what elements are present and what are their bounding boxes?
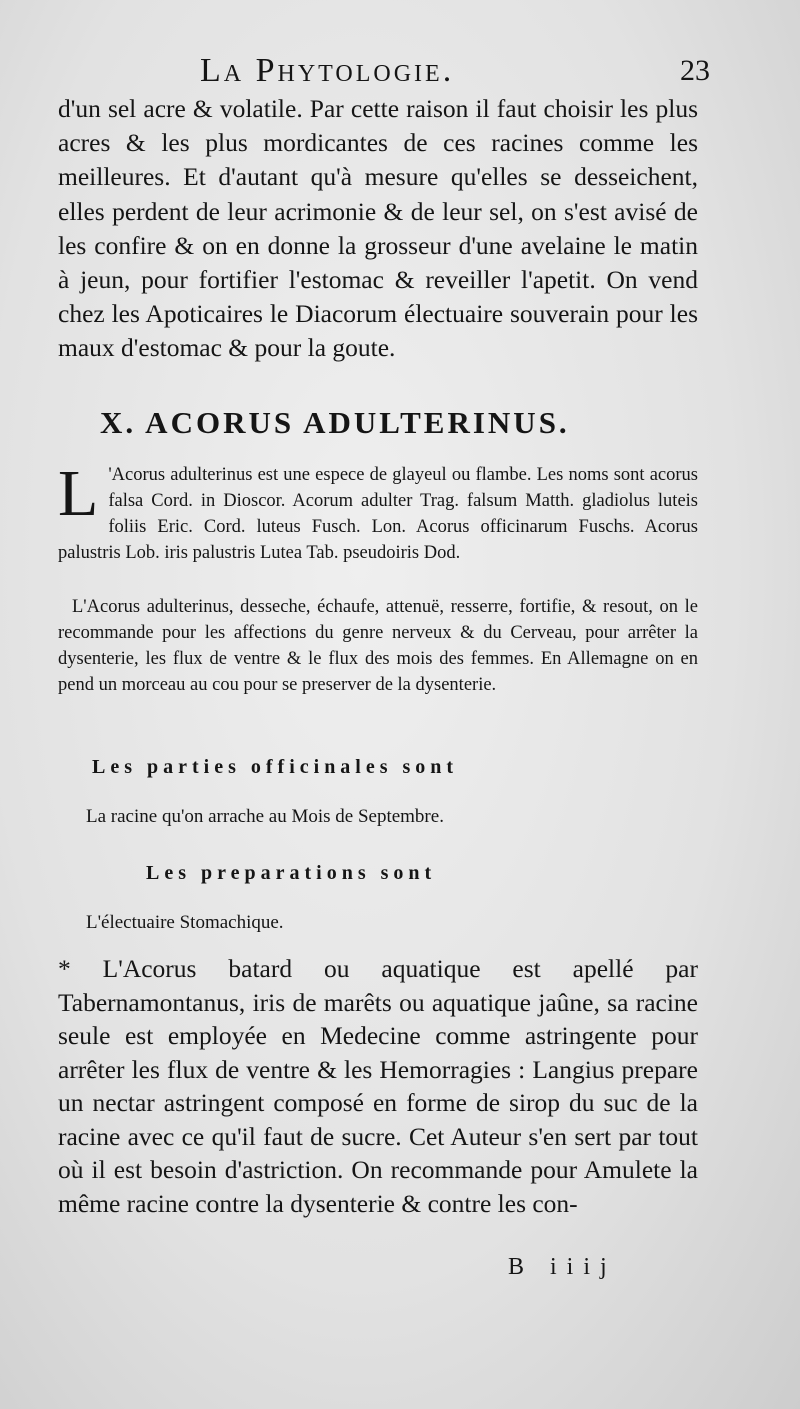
section-title: X. ACORUS ADULTERINUS. xyxy=(100,405,570,440)
signature-mark: B iiij xyxy=(508,1254,617,1280)
page-number: 23 xyxy=(680,54,710,87)
running-title: La Phytologie. xyxy=(200,52,455,89)
preparations-heading: Les preparations sont xyxy=(146,862,437,884)
drop-cap: L xyxy=(58,457,99,530)
parties-heading: Les parties officinales sont xyxy=(92,756,459,778)
virtues-paragraph: L'Acorus adulterinus, desseche, échaufe, attenuë, resserre, fortifie, & resout, on le recommande pour les affections du genre nerveux & du Cerveau, pour arrêter la dysenterie, les flux de ventre & le flux des mois des femmes. En Allemagne on en pend un morceau au cou pour se preserver de la dysenterie. xyxy=(58,597,698,695)
intro-paragraph: d'un sel acre & volatile. Par cette raison il faut choisir les plus acres & les plus mordicantes de ces racines comme les meilleures. Et d'autant qu'à mesure qu'elles se desseichent, elles perdent de leur acrimonie & de leur sel, on s'est avisé de les confire & on en donne la grosseur d'une avelaine le matin à jeun, pour fortifier l'estomac & reveiller l'apetit. On vend chez les Apoticaires le Diacorum électuaire souverain pour les maux d'estomac & pour la goute. xyxy=(58,94,698,363)
preparations-text: L'électuaire Stomachique. xyxy=(86,912,284,933)
names-block xyxy=(58,457,698,566)
page-header xyxy=(60,52,710,92)
note-paragraph: * L'Acorus batard ou aquatique est apellé par Tabernamontanus, iris de marêts ou aquatique jaûne, sa racine seule est employée en Medecine comme astringente pour arrêter les flux de ventre & les Hemorragies : Langius prepare un nectar astringent composé en forme de sirop du suc de la racine avec ce qu'il faut de sucre. Cet Auteur s'en sert par tout où il est besoin d'astriction. On recommande pour Amulete la même racine contre la dysenterie & contre les con- xyxy=(58,954,698,1218)
names-text: 'Acorus adulterinus est une espece de glayeul ou flambe. Les noms sont acorus falsa Cord. in Dioscor. Acorum adulter Trag. falsum Matth. gladiolus luteis foliis Eric. Cord. luteus Fusch. Lon. Acorus officinarum Fuschs. Acorus palustris Lob. iris palustris Lutea Tab. pseudoiris Dod. xyxy=(58,465,698,563)
parties-text: La racine qu'on arrache au Mois de Septembre. xyxy=(86,806,444,827)
